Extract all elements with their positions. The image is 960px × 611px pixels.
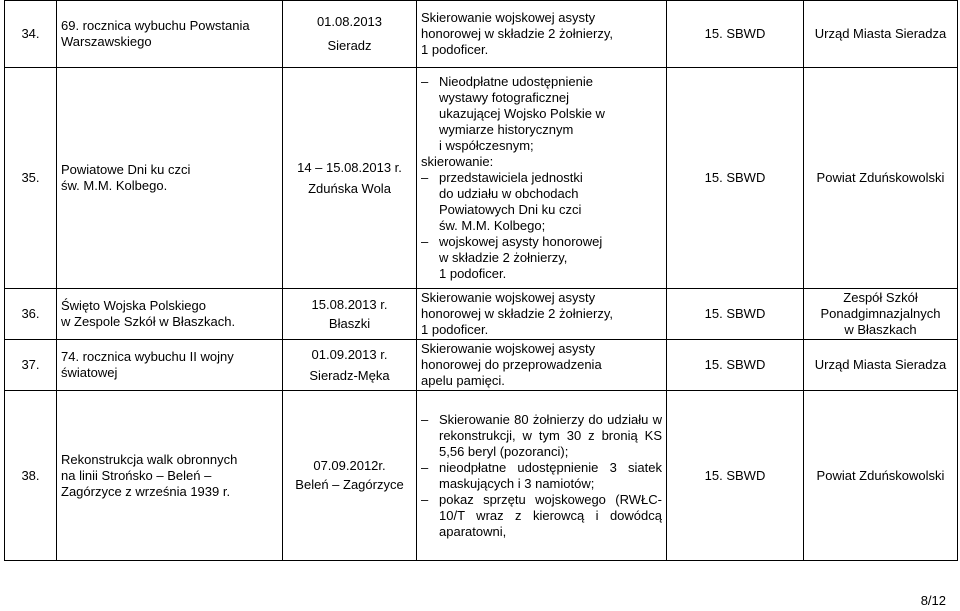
- organizer: Zespół Szkół Ponadgimnazjalnych w Błaszkach: [804, 289, 958, 340]
- event-date-place: 14 – 15.08.2013 r. Zduńska Wola: [283, 68, 417, 289]
- event-name: Rekonstrukcja walk obronnych na linii Strońsko – Beleń – Zagórzyce z września 1939 r.: [57, 391, 283, 561]
- table-row: [5, 391, 958, 561]
- table-row: [5, 68, 958, 289]
- event-description: – Skierowanie 80 żołnierzy do udziału w rekonstrukcji, w tym 30 z bronią KS 5,56 beryl (pozoranci); – nieodpłatne udostępnienie 3 siatek maskujących i 3 namiotów; – pokaz sprzętu wojskowego (RWŁC-10/T wraz z kierowcą i dowódcą aparatowni,: [417, 391, 667, 561]
- unit-name: 15. SBWD: [667, 68, 804, 289]
- row-number: 38.: [5, 391, 57, 561]
- row-number: 34.: [5, 1, 57, 68]
- unit-name: 15. SBWD: [667, 289, 804, 340]
- events-table: [4, 0, 958, 561]
- event-date-place: 01.09.2013 r. Sieradz-Męka: [283, 340, 417, 391]
- row-number: 36.: [5, 289, 57, 340]
- event-name: 74. rocznica wybuchu II wojny światowej: [57, 340, 283, 391]
- event-date-place: 15.08.2013 r. Błaszki: [283, 289, 417, 340]
- organizer: Powiat Zduńskowolski: [804, 68, 958, 289]
- event-description: – Nieodpłatne udostępnienie wystawy fotograficznej ukazującej Wojsko Polskie w wymiarze historycznym i współczesnym; skierowanie: – przedstawiciela jednostki do udziału w obchodach Powiatowych Dni ku czci św. M.M. Kolbego; – wojskowej asysty honorowej w składzie 2 żołnierzy, 1 podoficer.: [417, 68, 667, 289]
- event-date-place: 01.08.2013 Sieradz: [283, 1, 417, 68]
- table-row: [5, 289, 958, 340]
- event-description: Skierowanie wojskowej asysty honorowej do przeprowadzenia apelu pamięci.: [417, 340, 667, 391]
- organizer: Powiat Zduńskowolski: [804, 391, 958, 561]
- table-row: [5, 340, 958, 391]
- unit-name: 15. SBWD: [667, 391, 804, 561]
- page-number: 8/12: [920, 593, 946, 608]
- row-number: 35.: [5, 68, 57, 289]
- event-name: 69. rocznica wybuchu Powstania Warszawskiego: [57, 1, 283, 68]
- table-row: [5, 1, 958, 68]
- unit-name: 15. SBWD: [667, 340, 804, 391]
- event-description: Skierowanie wojskowej asysty honorowej w składzie 2 żołnierzy, 1 podoficer.: [417, 1, 667, 68]
- event-name: Święto Wojska Polskiego w Zespole Szkół w Błaszkach.: [57, 289, 283, 340]
- organizer: Urząd Miasta Sieradza: [804, 340, 958, 391]
- row-number: 37.: [5, 340, 57, 391]
- event-description: Skierowanie wojskowej asysty honorowej w składzie 2 żołnierzy, 1 podoficer.: [417, 289, 667, 340]
- event-date-place: 07.09.2012r. Beleń – Zagórzyce: [283, 391, 417, 561]
- event-name: Powiatowe Dni ku czci św. M.M. Kolbego.: [57, 68, 283, 289]
- organizer: Urząd Miasta Sieradza: [804, 1, 958, 68]
- unit-name: 15. SBWD: [667, 1, 804, 68]
